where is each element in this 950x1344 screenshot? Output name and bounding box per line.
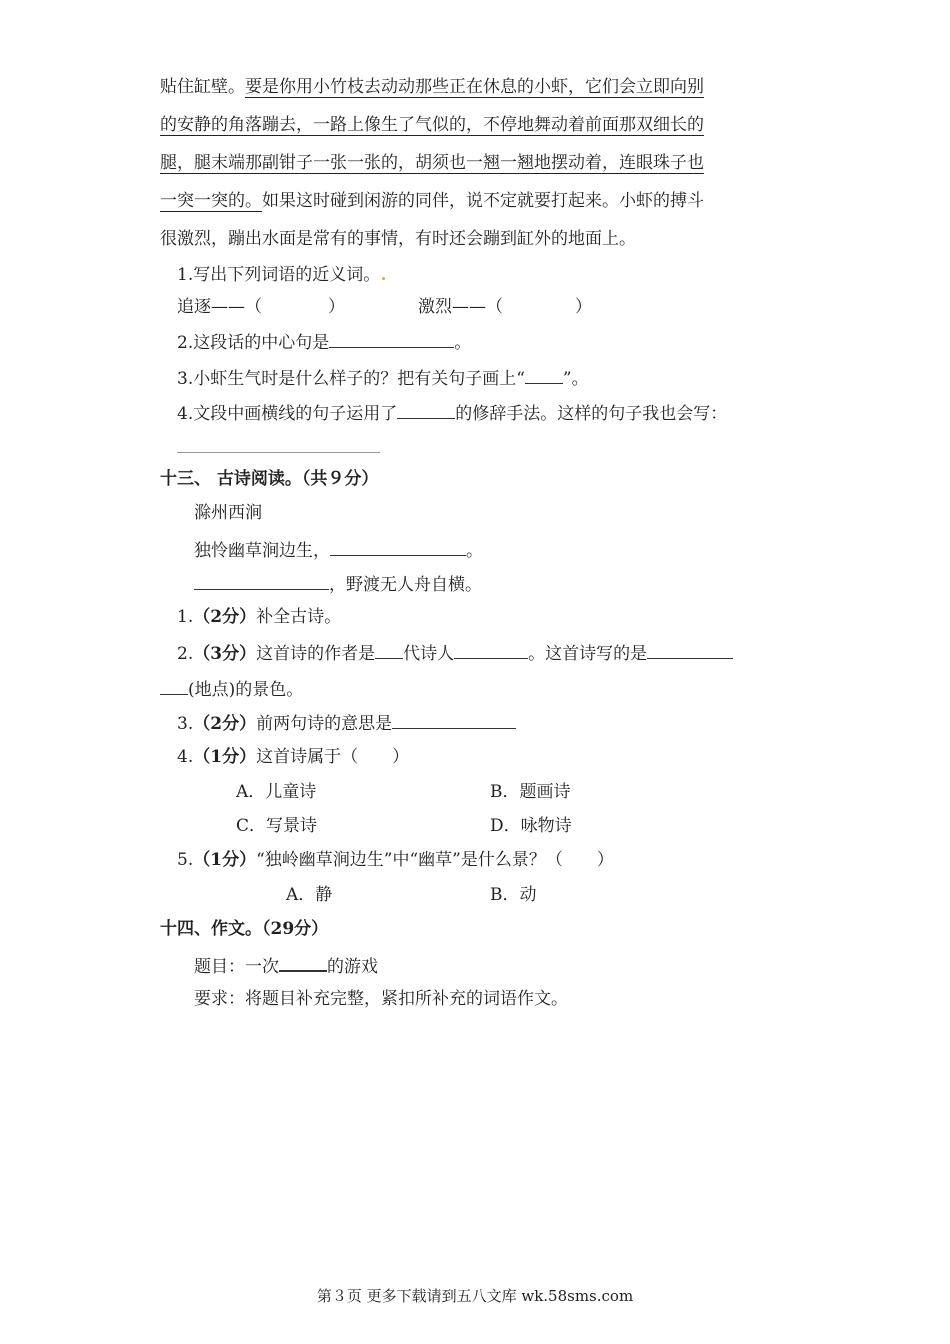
q13-4-option-d[interactable]	[490, 815, 572, 837]
poem-text: 。	[466, 541, 483, 561]
option-text: D．咏物诗	[490, 816, 572, 836]
answer-blank[interactable]	[647, 641, 733, 659]
answer-blank[interactable]	[525, 366, 563, 384]
section-title: 十三、 古诗阅读。（共９分）	[160, 469, 379, 489]
score: （2分）	[193, 714, 257, 734]
poem-blank[interactable]	[330, 538, 466, 556]
paren: ）	[328, 297, 345, 317]
poem-title	[194, 502, 262, 524]
score: （1分）	[193, 747, 257, 767]
q-num: 2.	[177, 644, 194, 664]
q13-4-option-a[interactable]	[236, 781, 316, 803]
answer-blank[interactable]	[454, 641, 528, 659]
answer-blank[interactable]	[375, 641, 403, 659]
q13-4-option-c[interactable]	[236, 815, 317, 837]
question-text: 1.写出下列词语的近义词。	[177, 265, 381, 285]
q12-1	[177, 264, 385, 286]
passage-text: 如果这时碰到闲游的同伴，说不定就要打起来。小虾的搏斗	[262, 191, 704, 211]
answer-blank[interactable]	[329, 330, 454, 348]
question-text: 这首诗属于（ ）	[256, 747, 410, 767]
question-text: ”。	[562, 369, 589, 389]
q13-3	[177, 711, 516, 735]
answer-blank[interactable]	[160, 677, 188, 695]
question-text: 的修辞手法。这样的句子我也会写：	[455, 404, 728, 424]
q-num: 5.	[177, 850, 194, 870]
underlined-sentence: 要是你用小竹枝去动动那些正在休息的小虾，它们会立即向别	[245, 77, 704, 97]
underlined-sentence: 一突一突的。	[160, 191, 262, 211]
question-text: 前两句诗的意思是	[256, 714, 393, 734]
poem-text: ，野渡无人舟自横。	[329, 575, 482, 595]
question-text: 4.文段中画横线的句子运用了	[177, 404, 398, 424]
q-num: 1.	[177, 607, 194, 627]
question-text: 。	[454, 333, 472, 353]
question-text: 。这首诗写的是	[528, 644, 648, 664]
q13-5	[177, 849, 614, 871]
q13-1	[177, 606, 341, 628]
option-text: A．静	[286, 885, 333, 905]
passage-line-2	[160, 114, 704, 136]
requirement-text: 要求：将题目补充完整，紧扣所补充的词语作文。	[194, 989, 568, 1009]
page-footer: 第３页 更多下载请到五八文库 wk.58sms.com	[316, 1287, 634, 1305]
poem-line-2	[194, 572, 482, 596]
question-text: 这首诗的作者是	[256, 644, 376, 664]
question-text: 2.这段话的中心句是	[177, 333, 330, 353]
poem-title-text: 滁州西涧	[194, 503, 262, 523]
q12-4	[177, 401, 727, 425]
poem-line-1	[194, 538, 483, 562]
q13-5-option-b[interactable]	[490, 884, 537, 906]
score: （3分）	[193, 644, 257, 664]
underlined-sentence: 的安静的角落蹦去，一路上像生了气似的，不停地舞动着前面那双细长的	[160, 115, 704, 135]
q13-5-option-a[interactable]	[286, 884, 332, 906]
answer-blank[interactable]	[397, 401, 455, 419]
topic-text: 题目：一次	[194, 957, 279, 977]
section-14-title	[160, 918, 328, 940]
q12-3	[177, 366, 589, 390]
topic-text: 的游戏	[327, 957, 378, 977]
answer-blank[interactable]	[392, 711, 516, 729]
poem-blank[interactable]	[194, 572, 329, 590]
q13-4-option-b[interactable]	[490, 781, 571, 803]
q-num: 4.	[177, 747, 194, 767]
paren: ）	[575, 297, 592, 317]
passage-line-5	[160, 228, 636, 250]
passage-line-1	[160, 76, 704, 98]
section-title: 十四、作文。（29分）	[160, 919, 329, 939]
q-num: 3.	[177, 714, 194, 734]
score: （1分）	[193, 850, 257, 870]
q12-2	[177, 330, 471, 354]
topic-blank[interactable]	[279, 953, 327, 972]
mark-dot	[382, 277, 385, 280]
option-text: A．儿童诗	[236, 782, 317, 802]
poem-text: 独怜幽草涧边生，	[194, 541, 330, 561]
q13-2	[177, 641, 733, 665]
option-text: B．动	[490, 885, 537, 905]
passage-line-4	[160, 190, 704, 212]
passage-line-3	[160, 152, 704, 174]
synonym-a-label: 追逐——（	[177, 297, 262, 317]
question-text: “独岭幽草涧边生”中“幽草”是什么景？（ ）	[256, 850, 614, 870]
q13-2-cont	[160, 677, 303, 701]
question-text: 3.小虾生气时是什么样子的？把有关句子画上“	[177, 369, 525, 389]
question-text: 补全古诗。	[256, 607, 342, 627]
q12-4-writing-line[interactable]	[177, 452, 380, 453]
essay-topic	[194, 953, 378, 978]
synonym-b-label: 激烈——（	[418, 297, 503, 317]
essay-requirement	[194, 988, 568, 1010]
underlined-sentence: 腿，腿末端那副钳子一张一张的，胡须也一翘一翘地摆动着，连眼珠子也	[160, 153, 704, 173]
question-text: 代诗人	[403, 644, 455, 664]
section-13-title	[160, 468, 378, 490]
question-text: (地点)的景色。	[188, 680, 304, 700]
q12-1-answers-b	[418, 296, 592, 318]
option-text: C．写景诗	[236, 816, 318, 836]
passage-text: 贴住缸壁。	[160, 77, 245, 97]
score: （2分）	[193, 607, 257, 627]
q12-1-answers	[177, 296, 345, 318]
q13-4	[177, 746, 409, 768]
passage-text: 很激烈，蹦出水面是常有的事情，有时还会蹦到缸外的地面上。	[160, 229, 636, 249]
option-text: B．题画诗	[490, 782, 571, 802]
